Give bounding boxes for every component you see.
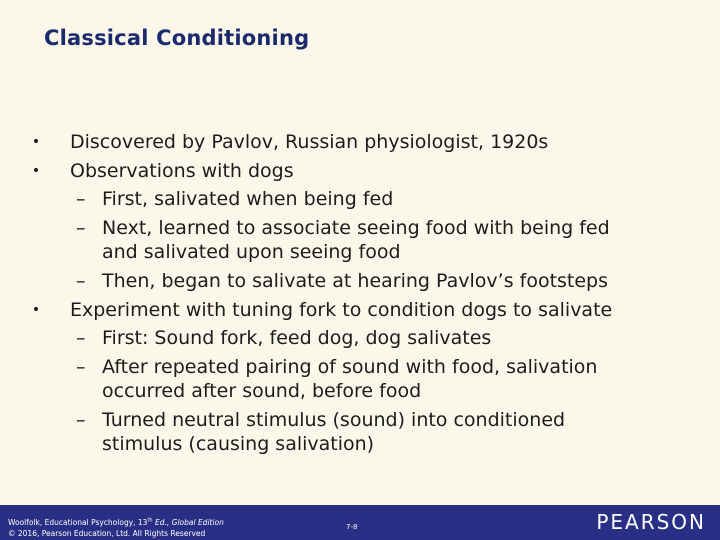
bullet-item [0,159,720,183]
dash-marker: – [76,188,86,210]
page-number: 7-8 [346,523,358,531]
bullet-marker: • [31,163,41,179]
sub-bullet-item [0,408,720,456]
sub-bullet-text: Then, began to salivate at hearing Pavlov’s footsteps [102,270,609,292]
sub-bullet-item [0,216,720,264]
citation-edition: Ed., Global Edition [152,518,224,527]
dash-marker: – [76,327,86,349]
sub-bullet-item [0,269,720,293]
sub-bullet-text: First, salivated when being fed [102,188,394,210]
citation-superscript: th [147,517,153,524]
citation-author: Woolfolk, Educational Psychology, 13 [8,518,148,527]
sub-bullet-text: Next, learned to associate seeing food with being fed and salivated upon seeing food [102,217,610,263]
bullet-list [0,130,720,461]
sub-bullet-item [0,355,720,403]
dash-marker: – [76,409,86,431]
footer-citation [8,517,224,539]
dash-marker: – [76,356,86,378]
copyright-line: © 2016, Pearson Education, Ltd. All Rights Reserved [8,529,206,538]
sub-bullet-item [0,187,720,211]
citation-line [8,517,224,528]
bullet-text: Observations with dogs [70,160,294,182]
bullet-marker: • [31,302,41,318]
sub-bullet-text: Turned neutral stimulus (sound) into conditioned stimulus (causing salivation) [102,409,566,455]
bullet-text: Experiment with tuning fork to condition dogs to salivate [70,299,613,321]
slide-title: Classical Conditioning [44,26,310,50]
dash-marker: – [76,217,86,239]
sub-bullet-text: First: Sound fork, feed dog, dog salivates [102,327,492,349]
sub-bullet-text: After repeated pairing of sound with food, salivation occurred after sound, before food [102,356,598,402]
bullet-item [0,130,720,154]
dash-marker: – [76,270,86,292]
pearson-logo: PEARSON [596,510,706,534]
bullet-item [0,298,720,322]
sub-bullet-item [0,326,720,350]
bullet-marker: • [31,134,41,150]
bullet-text: Discovered by Pavlov, Russian physiologist, 1920s [70,131,549,153]
footer-bar [0,505,720,540]
